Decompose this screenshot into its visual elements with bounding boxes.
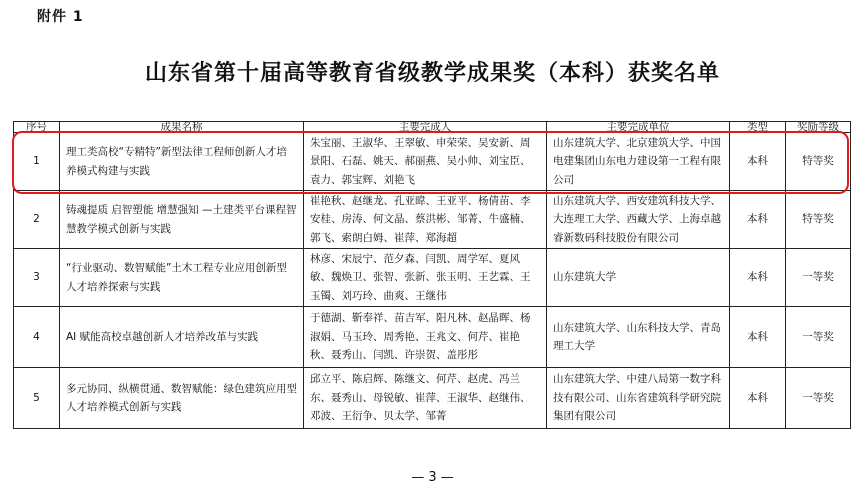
row-award: 一等奖 bbox=[786, 307, 851, 368]
row-people: 林彦、宋辰宁、范夕森、闫凯、周学军、夏风敏、魏焕卫、张智、张新、张玉明、王艺霖、王玉镯、刘巧玲、曲爽、王继伟 bbox=[304, 249, 547, 307]
row-no: 5 bbox=[14, 368, 60, 429]
header-name: 成果名称 bbox=[60, 122, 304, 133]
row-award: 特等奖 bbox=[786, 133, 851, 191]
row-units: 山东建筑大学 bbox=[547, 249, 730, 307]
row-units: 山东建筑大学、西安建筑科技大学、大连理工大学、西藏大学、上海卓越睿新数码科技股份有限公司 bbox=[547, 191, 730, 249]
row-people: 于德湖、靳奉祥、苗吉军、阳凡林、赵晶晖、杨淑娟、马玉玲、周秀艳、王兆文、何芹、崔艳秋、聂秀山、闫凯、许崇贺、盖彤彤 bbox=[304, 307, 547, 368]
row-name: AI 赋能高校卓越创新人才培养改革与实践 bbox=[60, 307, 304, 368]
table-header-row bbox=[14, 122, 851, 133]
header-award: 奖励等级 bbox=[786, 122, 851, 133]
row-units: 山东建筑大学、中建八局第一数字科技有限公司、山东省建筑科学研究院集团有限公司 bbox=[547, 368, 730, 429]
row-name: 铸魂提质 启智塑能 增慧强知 —土建类平台课程智慧教学模式创新与实践 bbox=[60, 191, 304, 249]
page-number: — 3 — bbox=[411, 470, 454, 485]
page-title: 山东省第十届高等教育省级教学成果奖（本科）获奖名单 bbox=[144, 60, 720, 86]
row-people: 崔艳秋、赵继龙、孔亚暐、王亚平、杨倩苗、李安桂、房涛、何文晶、蔡洪彬、邹菁、牛盛楠、郭飞、索朗白姆、崔萍、郑海超 bbox=[304, 191, 547, 249]
header-units: 主要完成单位 bbox=[547, 122, 730, 133]
row-people: 朱宝丽、王淑华、王翠敏、申荣荣、吴安新、周景阳、石磊、姚天、郝丽燕、吴小帅、刘宝臣、袁力、郭宝辉、刘艳飞 bbox=[304, 133, 547, 191]
table-row bbox=[14, 191, 851, 249]
row-no: 2 bbox=[14, 191, 60, 249]
row-award: 一等奖 bbox=[786, 249, 851, 307]
header-type: 类型 bbox=[730, 122, 786, 133]
row-type: 本科 bbox=[730, 249, 786, 307]
row-name: 理工类高校“专精特”新型法律工程师创新人才培养模式构建与实践 bbox=[60, 133, 304, 191]
row-no: 3 bbox=[14, 249, 60, 307]
row-units: 山东建筑大学、山东科技大学、青岛理工大学 bbox=[547, 307, 730, 368]
row-name: 多元协同、纵横贯通、数智赋能：绿色建筑应用型人才培养模式创新与实践 bbox=[60, 368, 304, 429]
row-units: 山东建筑大学、北京建筑大学、中国电建集团山东电力建设第一工程有限公司 bbox=[547, 133, 730, 191]
award-table bbox=[13, 121, 851, 429]
row-type: 本科 bbox=[730, 191, 786, 249]
table-row bbox=[14, 133, 851, 191]
table-row bbox=[14, 249, 851, 307]
row-people: 邱立平、陈启辉、陈继文、何芹、赵虎、冯兰东、聂秀山、母锐敏、崔萍、王淑华、赵继伟、邓波、王衍争、贝太学、邹菁 bbox=[304, 368, 547, 429]
header-people: 主要完成人 bbox=[304, 122, 547, 133]
row-type: 本科 bbox=[730, 133, 786, 191]
attachment-label: 附件 1 bbox=[37, 9, 84, 25]
table-row bbox=[14, 368, 851, 429]
row-type: 本科 bbox=[730, 368, 786, 429]
row-award: 一等奖 bbox=[786, 368, 851, 429]
row-no: 1 bbox=[14, 133, 60, 191]
row-type: 本科 bbox=[730, 307, 786, 368]
table-row bbox=[14, 307, 851, 368]
row-no: 4 bbox=[14, 307, 60, 368]
header-no: 序号 bbox=[14, 122, 60, 133]
row-award: 特等奖 bbox=[786, 191, 851, 249]
row-name: “行业驱动、数智赋能”土木工程专业应用创新型人才培养探索与实践 bbox=[60, 249, 304, 307]
